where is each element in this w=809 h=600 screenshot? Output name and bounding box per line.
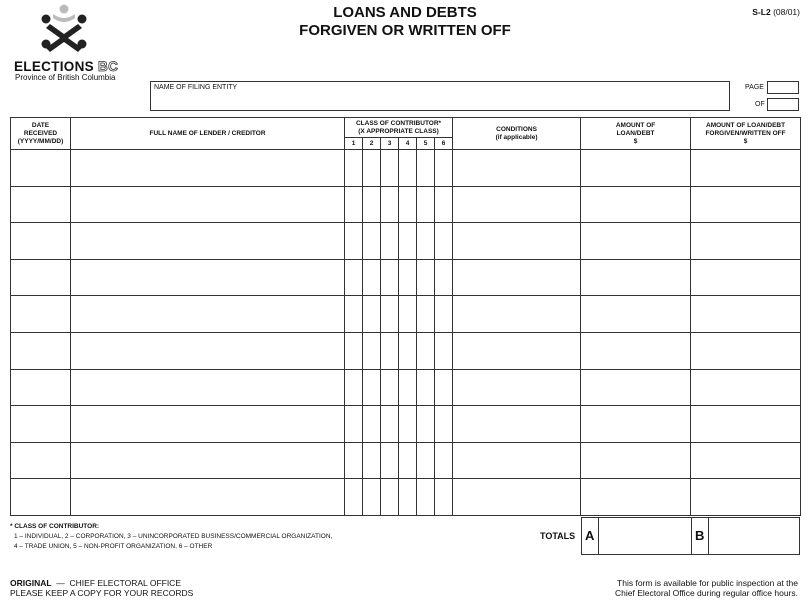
cell-class-3[interactable] xyxy=(381,150,399,187)
cell-class-1[interactable] xyxy=(345,406,363,443)
cell-class-4[interactable] xyxy=(399,186,417,223)
header-class-6: 6 xyxy=(435,138,453,150)
total-a-field[interactable] xyxy=(581,517,692,555)
table-row xyxy=(11,296,801,333)
cell-amount-forgiven[interactable] xyxy=(691,406,801,443)
cell-amount-loan[interactable] xyxy=(581,406,691,443)
cell-conditions[interactable] xyxy=(453,223,581,260)
cell-class-1[interactable] xyxy=(345,479,363,516)
cell-class-3[interactable] xyxy=(381,369,399,406)
cell-class-4[interactable] xyxy=(399,223,417,260)
cell-amount-forgiven[interactable] xyxy=(691,186,801,223)
totals-label: TOTALS xyxy=(540,531,576,541)
cell-class-5[interactable] xyxy=(417,479,435,516)
cell-class-3[interactable] xyxy=(381,332,399,369)
distribution-note: ORIGINAL — CHIEF ELECTORAL OFFICE PLEASE KEEP A COPY FOR YOUR RECORDS xyxy=(10,578,194,598)
filing-entity-label: NAME OF FILING ENTITY xyxy=(154,84,238,91)
loans-table xyxy=(10,117,801,516)
cell-date[interactable] xyxy=(11,369,71,406)
cell-class-2[interactable] xyxy=(363,406,381,443)
cell-class-6[interactable] xyxy=(435,369,453,406)
cell-lender-name[interactable] xyxy=(71,150,345,187)
cell-amount-loan[interactable] xyxy=(581,296,691,333)
total-b-letter: B xyxy=(695,528,705,543)
cell-class-4[interactable] xyxy=(399,332,417,369)
logo-subtitle: Province of British Columbia xyxy=(15,73,116,82)
table-row xyxy=(11,259,801,296)
cell-lender-name[interactable] xyxy=(71,296,345,333)
page-total-field[interactable] xyxy=(767,98,799,111)
cell-amount-loan[interactable] xyxy=(581,442,691,479)
cell-class-3[interactable] xyxy=(381,186,399,223)
cell-class-6[interactable] xyxy=(435,406,453,443)
cell-lender-name[interactable] xyxy=(71,259,345,296)
cell-class-4[interactable] xyxy=(399,369,417,406)
cell-class-5[interactable] xyxy=(417,259,435,296)
cell-conditions[interactable] xyxy=(453,406,581,443)
cell-class-4[interactable] xyxy=(399,406,417,443)
page-label: PAGE xyxy=(745,84,764,91)
cell-class-1[interactable] xyxy=(345,296,363,333)
cell-amount-loan[interactable] xyxy=(581,479,691,516)
cell-amount-loan[interactable] xyxy=(581,223,691,260)
cell-conditions[interactable] xyxy=(453,369,581,406)
cell-date[interactable] xyxy=(11,296,71,333)
cell-lender-name[interactable] xyxy=(71,369,345,406)
header-conditions: CONDITIONS (if applicable) xyxy=(453,118,581,150)
cell-amount-forgiven[interactable] xyxy=(691,150,801,187)
form-title-line2: FORGIVEN OR WRITTEN OFF xyxy=(299,22,511,39)
class-footnote xyxy=(10,522,332,552)
header-class-of-contributor: CLASS OF CONTRIBUTOR* (X APPROPRIATE CLASS) xyxy=(345,118,453,138)
cell-class-6[interactable] xyxy=(435,223,453,260)
cell-class-4[interactable] xyxy=(399,150,417,187)
cell-class-6[interactable] xyxy=(435,150,453,187)
filing-entity-field[interactable] xyxy=(150,81,730,111)
cell-amount-loan[interactable] xyxy=(581,332,691,369)
cell-date[interactable] xyxy=(11,406,71,443)
cell-amount-forgiven[interactable] xyxy=(691,223,801,260)
cell-amount-forgiven[interactable] xyxy=(691,369,801,406)
cell-class-5[interactable] xyxy=(417,442,435,479)
cell-class-3[interactable] xyxy=(381,259,399,296)
cell-class-1[interactable] xyxy=(345,186,363,223)
total-b-field[interactable] xyxy=(691,517,800,555)
cell-lender-name[interactable] xyxy=(71,406,345,443)
cell-amount-loan[interactable] xyxy=(581,259,691,296)
footnote-line1: 1 – INDIVIDUAL, 2 – CORPORATION, 3 – UNINCORPORATED BUSINESS/COMMERCIAL ORGANIZATION, xyxy=(14,533,333,540)
cell-class-1[interactable] xyxy=(345,223,363,260)
header-class-5: 5 xyxy=(417,138,435,150)
form-title xyxy=(200,4,610,40)
cell-class-1[interactable] xyxy=(345,442,363,479)
form-title-line1: LOANS AND DEBTS xyxy=(333,4,477,21)
cell-class-2[interactable] xyxy=(363,442,381,479)
cell-class-3[interactable] xyxy=(381,296,399,333)
header-lender-name: FULL NAME OF LENDER / CREDITOR xyxy=(71,118,345,150)
cell-class-5[interactable] xyxy=(417,332,435,369)
header-date-received: DATE RECEIVED (YYYY/MM/DD) xyxy=(11,118,71,150)
cell-class-2[interactable] xyxy=(363,259,381,296)
cell-date[interactable] xyxy=(11,332,71,369)
cell-amount-forgiven[interactable] xyxy=(691,259,801,296)
cell-class-3[interactable] xyxy=(381,406,399,443)
cell-class-2[interactable] xyxy=(363,479,381,516)
cell-amount-forgiven[interactable] xyxy=(691,296,801,333)
table-row xyxy=(11,186,801,223)
cell-class-3[interactable] xyxy=(381,223,399,260)
cell-class-6[interactable] xyxy=(435,186,453,223)
header-amount-loan: AMOUNT OF LOAN/DEBT $ xyxy=(581,118,691,150)
public-inspection-note: This form is available for public inspection at the Chief Electoral Office during regular office hours. xyxy=(614,578,798,598)
cell-class-5[interactable] xyxy=(417,296,435,333)
header-amount-forgiven: AMOUNT OF LOAN/DEBT FORGIVEN/WRITTEN OFF $ xyxy=(691,118,801,150)
cell-class-2[interactable] xyxy=(363,296,381,333)
cell-amount-forgiven[interactable] xyxy=(691,442,801,479)
elections-bc-emblem-icon xyxy=(38,4,90,56)
cell-conditions[interactable] xyxy=(453,296,581,333)
table-row xyxy=(11,150,801,187)
cell-class-4[interactable] xyxy=(399,442,417,479)
of-label: OF xyxy=(755,101,765,108)
cell-conditions[interactable] xyxy=(453,332,581,369)
header-class-4: 4 xyxy=(399,138,417,150)
total-a-letter: A xyxy=(585,528,595,543)
cell-class-3[interactable] xyxy=(381,479,399,516)
cell-date[interactable] xyxy=(11,186,71,223)
cell-date[interactable] xyxy=(11,479,71,516)
cell-amount-loan[interactable] xyxy=(581,186,691,223)
cell-class-5[interactable] xyxy=(417,186,435,223)
cell-conditions[interactable] xyxy=(453,150,581,187)
cell-lender-name[interactable] xyxy=(71,186,345,223)
cell-class-2[interactable] xyxy=(363,369,381,406)
elections-bc-logo xyxy=(12,4,122,80)
logo-wordmark: ELECTIONS BC xyxy=(14,59,119,74)
cell-class-6[interactable] xyxy=(435,332,453,369)
cell-class-6[interactable] xyxy=(435,442,453,479)
cell-class-5[interactable] xyxy=(417,223,435,260)
cell-date[interactable] xyxy=(11,150,71,187)
form-code: S-L2 (08/01) xyxy=(752,7,800,17)
cell-amount-forgiven[interactable] xyxy=(691,332,801,369)
table-row xyxy=(11,332,801,369)
cell-class-4[interactable] xyxy=(399,479,417,516)
cell-class-1[interactable] xyxy=(345,259,363,296)
cell-class-1[interactable] xyxy=(345,369,363,406)
cell-amount-loan[interactable] xyxy=(581,150,691,187)
cell-conditions[interactable] xyxy=(453,186,581,223)
cell-date[interactable] xyxy=(11,259,71,296)
cell-class-1[interactable] xyxy=(345,332,363,369)
table-row xyxy=(11,406,801,443)
footnote-heading: * CLASS OF CONTRIBUTOR: xyxy=(10,523,100,530)
cell-class-5[interactable] xyxy=(417,369,435,406)
cell-class-5[interactable] xyxy=(417,406,435,443)
cell-class-2[interactable] xyxy=(363,186,381,223)
cell-date[interactable] xyxy=(11,442,71,479)
cell-class-4[interactable] xyxy=(399,259,417,296)
cell-amount-forgiven[interactable] xyxy=(691,479,801,516)
cell-date[interactable] xyxy=(11,223,71,260)
header-class-3: 3 xyxy=(381,138,399,150)
cell-class-6[interactable] xyxy=(435,259,453,296)
table-row xyxy=(11,369,801,406)
cell-conditions[interactable] xyxy=(453,259,581,296)
cell-lender-name[interactable] xyxy=(71,223,345,260)
cell-lender-name[interactable] xyxy=(71,332,345,369)
cell-conditions[interactable] xyxy=(453,479,581,516)
cell-class-4[interactable] xyxy=(399,296,417,333)
table-row xyxy=(11,479,801,516)
cell-class-2[interactable] xyxy=(363,150,381,187)
cell-class-1[interactable] xyxy=(345,150,363,187)
cell-lender-name[interactable] xyxy=(71,479,345,516)
table-row xyxy=(11,223,801,260)
table-row xyxy=(11,442,801,479)
page-number-field[interactable] xyxy=(767,81,799,94)
cell-amount-loan[interactable] xyxy=(581,369,691,406)
cell-class-5[interactable] xyxy=(417,150,435,187)
cell-class-2[interactable] xyxy=(363,223,381,260)
footnote-line2: 4 – TRADE UNION, 5 – NON-PROFIT ORGANIZATION, 6 – OTHER xyxy=(14,543,213,550)
cell-class-6[interactable] xyxy=(435,296,453,333)
cell-class-6[interactable] xyxy=(435,479,453,516)
header-class-1: 1 xyxy=(345,138,363,150)
cell-class-3[interactable] xyxy=(381,442,399,479)
cell-conditions[interactable] xyxy=(453,442,581,479)
cell-class-2[interactable] xyxy=(363,332,381,369)
cell-lender-name[interactable] xyxy=(71,442,345,479)
header-class-2: 2 xyxy=(363,138,381,150)
